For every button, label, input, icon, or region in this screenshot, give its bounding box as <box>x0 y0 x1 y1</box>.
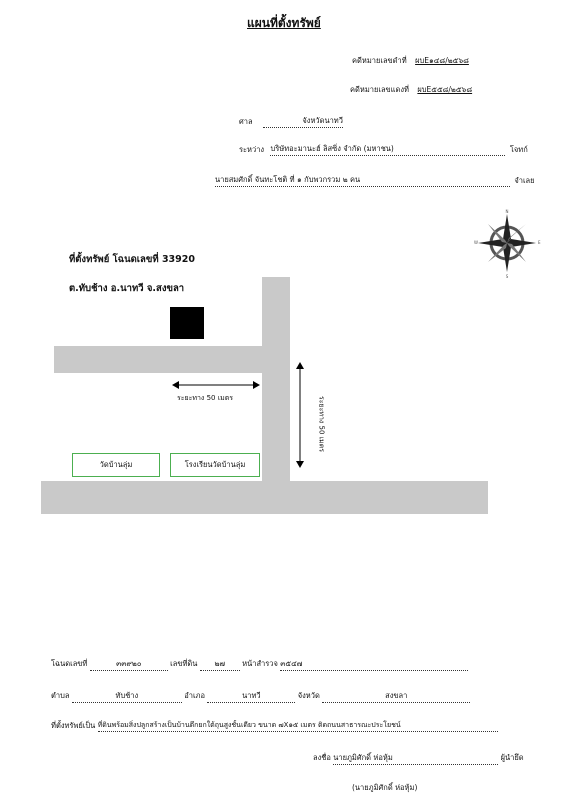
court-label: ศาล <box>239 117 253 126</box>
case-red-value: ผบE๕๕๘/๒๕๖๘ <box>417 85 473 94</box>
property-label: ที่ตั้งทรัพย์เป็น <box>51 721 96 730</box>
location-row <box>51 690 470 703</box>
deed-value: ๓๓๙๒๐ <box>90 658 168 671</box>
subdistrict-value: ทับช้าง <box>72 690 182 703</box>
court-value: จังหวัดนาทวี <box>263 115 343 128</box>
deed-label: โฉนดเลขที่ <box>51 659 88 668</box>
road-horizontal-bottom <box>41 481 488 514</box>
property-row <box>51 720 498 732</box>
compass-icon <box>472 208 542 278</box>
sign-role: ผู้นำยึด <box>500 753 524 762</box>
temple-building <box>72 453 160 477</box>
compass-s-label: S <box>505 274 509 278</box>
sign-label: ลงชื่อ <box>313 753 331 762</box>
survey-label: หน้าสำรวจ <box>242 659 278 668</box>
school-building <box>170 453 260 477</box>
district-label: อำเภอ <box>184 691 205 700</box>
case-black-row <box>352 55 469 67</box>
case-red-label: คดีหมายเลขแดงที่ <box>350 85 409 94</box>
province-value: สงขลา <box>322 690 470 703</box>
road-vertical <box>262 277 290 483</box>
distance-arrow-vertical <box>294 362 306 468</box>
area-location-label: ต.ทับช้าง อ.นาทวี จ.สงขลา <box>69 283 185 294</box>
district-value: นาทวี <box>207 690 295 703</box>
case-black-label: คดีหมายเลขดำที่ <box>352 56 407 65</box>
property-value: ที่ดินพร้อมสิ่งปลูกสร้างเป็นบ้านตึกยกใต้ถุนสูงชั้นเดียว ขนาด ๗X๑๕ เมตร ติดถนนสาธารณะประโยชน์ <box>98 720 498 732</box>
compass-e-label: E <box>538 240 541 245</box>
compass-rose <box>472 208 542 278</box>
school-label: โรงเรียนวัดบ้านลุ่ม <box>184 460 246 469</box>
defendant-row <box>215 174 535 187</box>
plaintiff-value: บริษัทอะมานะฮ์ ลิสซิ่ง จำกัด (มหาชน) <box>270 143 505 156</box>
court-row <box>239 115 343 128</box>
double-arrow-icon <box>172 379 260 391</box>
plaintiff-suffix: โจทก์ <box>509 145 528 154</box>
province-label: จังหวัด <box>297 691 320 700</box>
distance-label-vertical: ระยะทาง 50 เมตร <box>317 395 326 453</box>
deed-location-label: ที่ตั้งทรัพย์ โฉนดเลขที่ 33920 <box>69 254 195 265</box>
case-red-row <box>350 84 472 96</box>
property-marker <box>170 307 204 339</box>
between-label: ระหว่าง <box>239 145 265 154</box>
vertical-double-arrow-icon <box>294 362 306 468</box>
road-horizontal-top <box>54 346 290 373</box>
distance-label-horizontal: ระยะทาง 50 เมตร <box>177 394 234 402</box>
temple-label: วัดบ้านลุ่ม <box>99 460 133 469</box>
survey-value: ๓๕๔๗ <box>280 658 468 671</box>
case-black-value: ผบE๑๔๘/๒๕๖๘ <box>415 56 469 65</box>
compass-w-label: W <box>474 240 478 245</box>
signature-name-paren: (นายภูมิศักดิ์ ห่อหุ้ม) <box>352 783 418 792</box>
signature-row <box>313 752 524 765</box>
deed-row <box>51 658 468 671</box>
defendant-suffix: จำเลย <box>514 176 535 185</box>
subdistrict-label: ตำบล <box>51 691 70 700</box>
sign-value: นายภูมิศักดิ์ ห่อหุ้ม <box>333 752 498 765</box>
land-no-value: ๒๗ <box>200 658 240 671</box>
land-no-label: เลขที่ดิน <box>170 659 198 668</box>
page-title: แผนที่ตั้งทรัพย์ <box>247 16 321 30</box>
between-row <box>239 143 528 156</box>
defendant-value: นายสมศักดิ์ จันทะโชติ ที่ ๑ กับพวกรวม ๒ คน <box>215 174 510 187</box>
distance-arrow-horizontal <box>172 376 260 388</box>
compass-n-label: N <box>505 209 509 214</box>
